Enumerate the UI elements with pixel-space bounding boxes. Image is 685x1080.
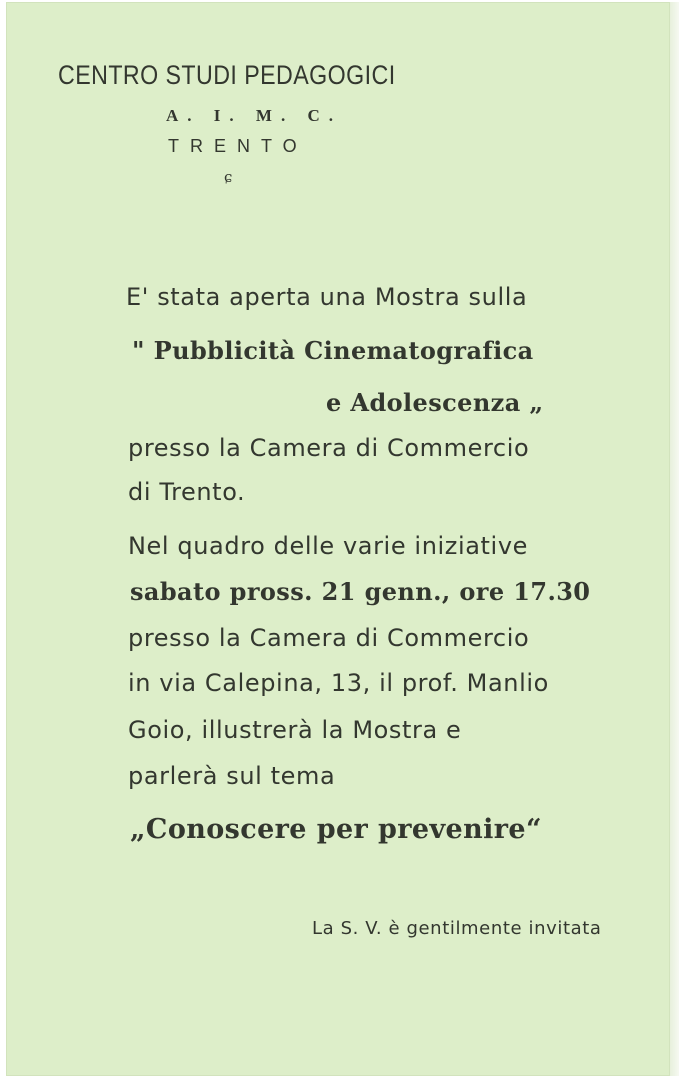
text-line-12: „Conoscere per prevenire“ — [130, 814, 542, 845]
text-line-1: E' stata aperta una Mostra sulla — [126, 283, 528, 311]
text-line-9: in via Calepina, 13, il prof. Manlio — [128, 669, 549, 697]
organization-city: TRENTO — [168, 136, 308, 156]
text-line-5: di Trento. — [128, 478, 246, 506]
text-line-2: " Pubblicità Cinematografica — [132, 336, 534, 365]
text-line-11: parlerà sul tema — [128, 762, 336, 790]
text-line-7: sabato pross. 21 genn., ore 17.30 — [130, 577, 591, 606]
ornament-flourish: ɕ — [224, 168, 233, 186]
text-line-4: presso la Camera di Commercio — [128, 434, 530, 462]
page-edge-shadow — [670, 2, 679, 1076]
organization-acronym: A. I. M. C. — [166, 106, 342, 125]
document-sheet — [6, 2, 670, 1076]
text-line-6: Nel quadro delle varie iniziative — [128, 532, 528, 560]
text-line-3: e Adolescenza „ — [326, 388, 544, 417]
closing-invitation: La S. V. è gentilmente invitata — [312, 918, 602, 939]
organization-name: CENTRO STUDI PEDAGOGICI — [58, 60, 396, 90]
text-line-10: Goio, illustrerà la Mostra e — [128, 716, 462, 744]
text-line-8: presso la Camera di Commercio — [128, 624, 530, 652]
